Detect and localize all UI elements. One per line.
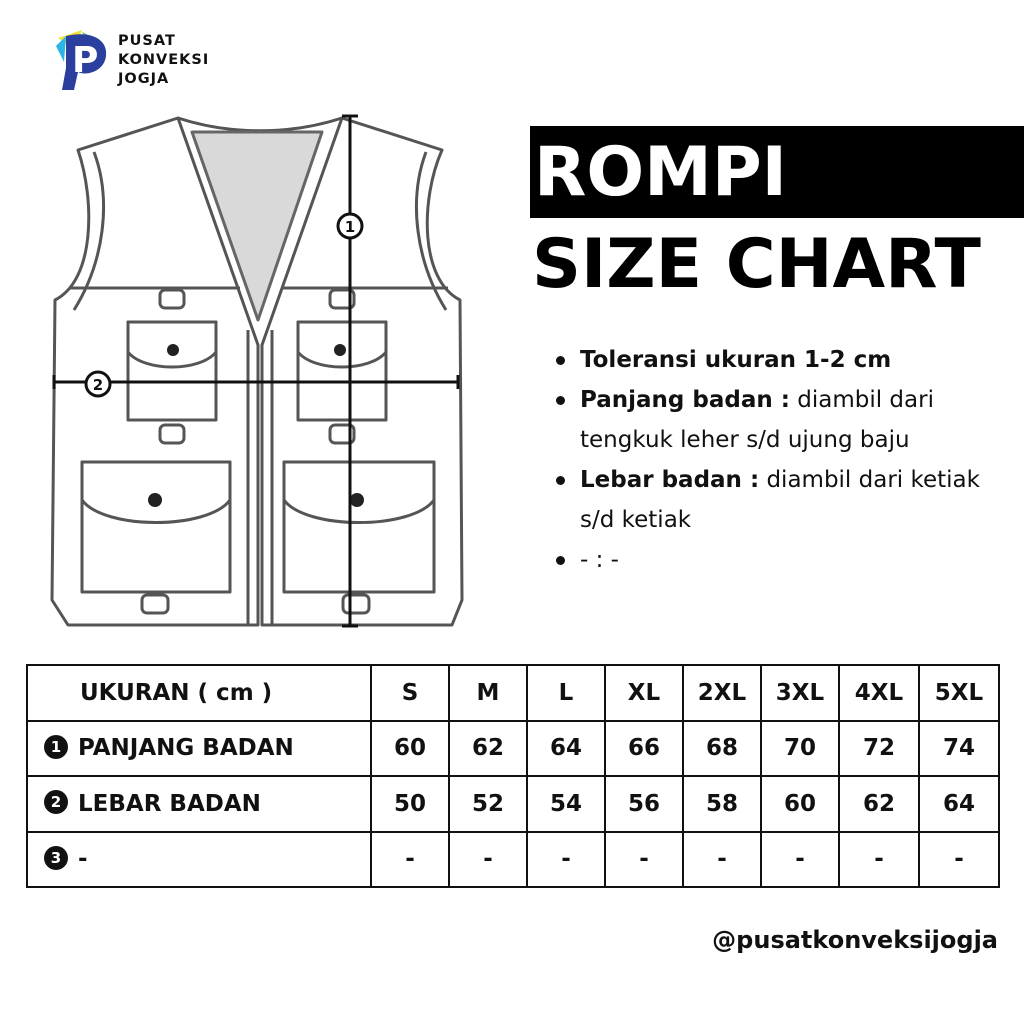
table-cell: 56 — [605, 776, 683, 832]
social-handle: @pusatkonveksijogja — [712, 926, 998, 954]
row-number-badge: 3 — [44, 846, 68, 870]
size-header: S — [371, 665, 449, 721]
size-table — [26, 664, 1000, 888]
row-label: - — [78, 846, 88, 873]
bullet-icon — [556, 476, 565, 485]
table-cell: 54 — [527, 776, 605, 832]
note-text: diambil dari ketiak s/d ketiak — [580, 467, 980, 533]
row-label: PANJANG BADAN — [78, 735, 294, 762]
row-number-badge: 2 — [44, 790, 68, 814]
table-cell: 68 — [683, 721, 761, 777]
size-header: XL — [605, 665, 683, 721]
logo-line: JOGJA — [118, 71, 170, 87]
table-header-row — [27, 665, 999, 721]
note-item — [556, 540, 1016, 580]
table-cell: 52 — [449, 776, 527, 832]
logo-mark-icon — [52, 28, 112, 94]
logo-letter: P — [72, 40, 99, 81]
brand-logo — [52, 28, 252, 98]
table-cell: 64 — [527, 721, 605, 777]
row-label-cell — [27, 832, 371, 888]
bullet-icon — [556, 396, 565, 405]
note-text: diambil dari tengkuk leher s/d ujung baju — [580, 387, 934, 453]
logo-text — [118, 32, 209, 89]
size-header: 4XL — [839, 665, 919, 721]
notes-list — [556, 340, 1016, 580]
table-row — [27, 721, 999, 777]
logo-line: KONVEKSI — [118, 52, 210, 68]
table-cell: 64 — [919, 776, 999, 832]
marker-width — [86, 372, 110, 396]
table-cell: 70 — [761, 721, 839, 777]
table-cell: - — [449, 832, 527, 888]
bullet-icon — [556, 556, 565, 565]
table-row — [27, 776, 999, 832]
page-title: ROMPI — [534, 133, 787, 212]
size-header: 3XL — [761, 665, 839, 721]
note-item — [556, 460, 1016, 540]
note-bold: Toleransi ukuran 1-2 cm — [580, 347, 892, 373]
note-text: - : - — [580, 547, 619, 573]
table-cell: 50 — [371, 776, 449, 832]
marker-label: 1 — [344, 218, 356, 236]
marker-label: 2 — [92, 376, 104, 394]
table-header-label: UKURAN ( cm ) — [27, 665, 371, 721]
page-subtitle: SIZE CHART — [532, 225, 981, 304]
table-cell: 62 — [839, 776, 919, 832]
marker-length — [338, 214, 362, 238]
bullet-icon — [556, 356, 565, 365]
size-header: 5XL — [919, 665, 999, 721]
table-cell: 66 — [605, 721, 683, 777]
table-cell: 62 — [449, 721, 527, 777]
logo-line: PUSAT — [118, 33, 176, 49]
table-cell: - — [683, 832, 761, 888]
size-header: L — [527, 665, 605, 721]
size-header: 2XL — [683, 665, 761, 721]
note-bold: Panjang badan : — [580, 387, 790, 413]
table-cell: - — [605, 832, 683, 888]
note-item — [556, 380, 1016, 460]
table-cell: - — [919, 832, 999, 888]
table-row — [27, 832, 999, 888]
table-cell: 60 — [371, 721, 449, 777]
row-label-cell — [27, 776, 371, 832]
table-cell: - — [371, 832, 449, 888]
vest-illustration — [40, 100, 480, 640]
table-cell: - — [527, 832, 605, 888]
table-cell: 58 — [683, 776, 761, 832]
note-bold: Lebar badan : — [580, 467, 760, 493]
note-item — [556, 340, 1016, 380]
row-label-cell — [27, 721, 371, 777]
table-cell: 60 — [761, 776, 839, 832]
table-cell: 72 — [839, 721, 919, 777]
size-header: M — [449, 665, 527, 721]
table-cell: - — [761, 832, 839, 888]
row-label: LEBAR BADAN — [78, 790, 261, 817]
table-cell: - — [839, 832, 919, 888]
row-number-badge: 1 — [44, 735, 68, 759]
table-cell: 74 — [919, 721, 999, 777]
